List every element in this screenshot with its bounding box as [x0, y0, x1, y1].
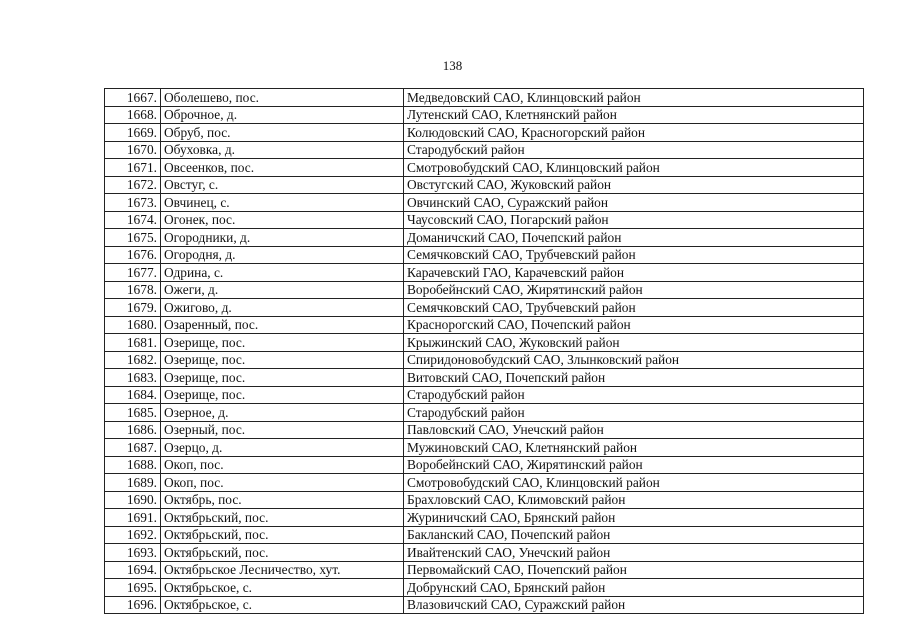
settlement-name: Овстуг, с. [161, 176, 404, 194]
district-name: Первомайский САО, Почепский район [404, 561, 864, 579]
table-row [105, 106, 864, 124]
table-row [105, 596, 864, 614]
settlement-name: Озерцо, д. [161, 439, 404, 457]
row-number: 1675. [105, 229, 161, 247]
district-name: Доманичский САО, Почепский район [404, 229, 864, 247]
settlement-name: Озерный, пос. [161, 421, 404, 439]
settlement-name: Огородники, д. [161, 229, 404, 247]
table-row [105, 141, 864, 159]
district-name: Овчинский САО, Суражский район [404, 194, 864, 212]
page-number: 138 [442, 58, 463, 73]
table-row [105, 491, 864, 509]
table-row [105, 124, 864, 142]
table-row [105, 421, 864, 439]
settlement-name: Озерище, пос. [161, 386, 404, 404]
row-number: 1673. [105, 194, 161, 212]
table-row [105, 351, 864, 369]
row-number: 1696. [105, 596, 161, 614]
row-number: 1677. [105, 264, 161, 282]
table-row [105, 404, 864, 422]
settlement-name: Озерное, д. [161, 404, 404, 422]
table-row [105, 456, 864, 474]
district-name: Стародубский район [404, 386, 864, 404]
district-name: Витовский САО, Почепский район [404, 369, 864, 387]
settlement-name: Ожеги, д. [161, 281, 404, 299]
table-row [105, 89, 864, 107]
settlement-name: Октябрьский, пос. [161, 544, 404, 562]
row-number: 1667. [105, 89, 161, 107]
row-number: 1672. [105, 176, 161, 194]
table-row [105, 176, 864, 194]
table-row [105, 544, 864, 562]
table-row [105, 439, 864, 457]
row-number: 1695. [105, 579, 161, 597]
settlement-name: Обруб, пос. [161, 124, 404, 142]
settlement-name: Овчинец, с. [161, 194, 404, 212]
settlement-name: Озерище, пос. [161, 334, 404, 352]
row-number: 1678. [105, 281, 161, 299]
district-name: Смотровобудский САО, Клинцовский район [404, 474, 864, 492]
settlement-name: Оброчное, д. [161, 106, 404, 124]
row-number: 1683. [105, 369, 161, 387]
settlement-name: Оболешево, пос. [161, 89, 404, 107]
settlement-name: Октябрьское, с. [161, 596, 404, 614]
settlement-name: Октябрьский, пос. [161, 526, 404, 544]
row-number: 1688. [105, 456, 161, 474]
settlement-name: Огонек, пос. [161, 211, 404, 229]
table-row [105, 334, 864, 352]
district-name: Смотровобудский САО, Клинцовский район [404, 159, 864, 177]
district-name: Ивайтенский САО, Унечский район [404, 544, 864, 562]
settlement-name: Одрина, с. [161, 264, 404, 282]
district-name: Колюдовский САО, Красногорский район [404, 124, 864, 142]
settlement-name: Окоп, пос. [161, 456, 404, 474]
table-row [105, 316, 864, 334]
settlement-name: Овсеенков, пос. [161, 159, 404, 177]
district-name: Чаусовский САО, Погарский район [404, 211, 864, 229]
district-name: Брахловский САО, Климовский район [404, 491, 864, 509]
settlements-table [104, 88, 864, 614]
settlement-name: Октябрь, пос. [161, 491, 404, 509]
table-row [105, 159, 864, 177]
table-row [105, 579, 864, 597]
row-number: 1694. [105, 561, 161, 579]
row-number: 1693. [105, 544, 161, 562]
table-row [105, 369, 864, 387]
settlement-name: Октябрьское, с. [161, 579, 404, 597]
district-name: Воробейнский САО, Жирятинский район [404, 281, 864, 299]
settlement-name: Озаренный, пос. [161, 316, 404, 334]
district-name: Мужиновский САО, Клетнянский район [404, 439, 864, 457]
district-name: Семячковский САО, Трубчевский район [404, 246, 864, 264]
row-number: 1680. [105, 316, 161, 334]
district-name: Медведовский САО, Клинцовский район [404, 89, 864, 107]
district-name: Воробейнский САО, Жирятинский район [404, 456, 864, 474]
row-number: 1687. [105, 439, 161, 457]
district-name: Крыжинский САО, Жуковский район [404, 334, 864, 352]
row-number: 1682. [105, 351, 161, 369]
district-name: Спиридоновобудский САО, Злынковский район [404, 351, 864, 369]
district-name: Стародубский район [404, 404, 864, 422]
row-number: 1684. [105, 386, 161, 404]
district-name: Добрунский САО, Брянский район [404, 579, 864, 597]
row-number: 1685. [105, 404, 161, 422]
table-row [105, 194, 864, 212]
table-row [105, 229, 864, 247]
district-name: Овстугский САО, Жуковский район [404, 176, 864, 194]
settlement-name: Озерище, пос. [161, 351, 404, 369]
district-name: Лутенский САО, Клетнянский район [404, 106, 864, 124]
row-number: 1681. [105, 334, 161, 352]
settlement-name: Ожигово, д. [161, 299, 404, 317]
table-row [105, 474, 864, 492]
row-number: 1689. [105, 474, 161, 492]
row-number: 1671. [105, 159, 161, 177]
district-name: Павловский САО, Унечский район [404, 421, 864, 439]
table-row [105, 386, 864, 404]
row-number: 1676. [105, 246, 161, 264]
row-number: 1670. [105, 141, 161, 159]
district-name: Влазовичский САО, Суражский район [404, 596, 864, 614]
settlement-name: Октябрьское Лесничество, хут. [161, 561, 404, 579]
table-row [105, 509, 864, 527]
row-number: 1668. [105, 106, 161, 124]
table-row [105, 211, 864, 229]
row-number: 1690. [105, 491, 161, 509]
table-row [105, 526, 864, 544]
district-name: Бакланский САО, Почепский район [404, 526, 864, 544]
row-number: 1674. [105, 211, 161, 229]
settlement-name: Октябрьский, пос. [161, 509, 404, 527]
table-row [105, 561, 864, 579]
row-number: 1669. [105, 124, 161, 142]
row-number: 1691. [105, 509, 161, 527]
row-number: 1692. [105, 526, 161, 544]
district-name: Стародубский район [404, 141, 864, 159]
table-row [105, 281, 864, 299]
settlement-name: Озерище, пос. [161, 369, 404, 387]
settlements-table-body [105, 89, 864, 614]
row-number: 1679. [105, 299, 161, 317]
settlement-name: Огородня, д. [161, 246, 404, 264]
table-row [105, 246, 864, 264]
row-number: 1686. [105, 421, 161, 439]
table-row [105, 264, 864, 282]
district-name: Семячковский САО, Трубчевский район [404, 299, 864, 317]
settlement-name: Обуховка, д. [161, 141, 404, 159]
district-name: Журиничский САО, Брянский район [404, 509, 864, 527]
settlement-name: Окоп, пос. [161, 474, 404, 492]
district-name: Карачевский ГАО, Карачевский район [404, 264, 864, 282]
district-name: Красноpогский САО, Почепский район [404, 316, 864, 334]
table-row [105, 299, 864, 317]
